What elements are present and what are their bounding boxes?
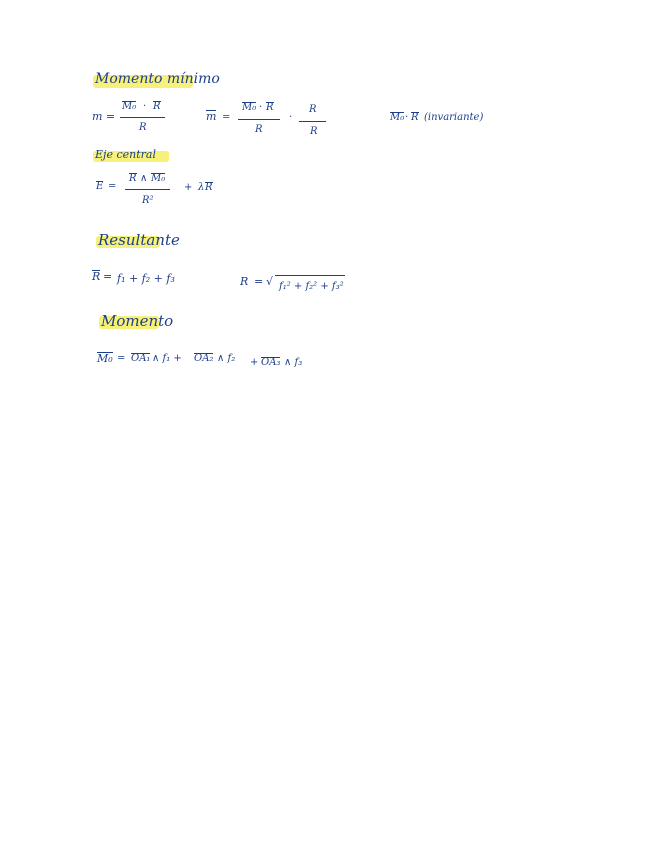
- eq-res-eq: =: [103, 270, 113, 283]
- eq-m-num-a: M₀: [122, 101, 137, 112]
- eq-eje-fraction-bar: [125, 189, 170, 190]
- eq-eje-eq: =: [108, 181, 117, 192]
- invariante-label: (invariante): [424, 112, 484, 123]
- eq-mom-w3: ∧ f₃: [284, 357, 303, 368]
- eq-mom-lhs: M₀: [97, 352, 113, 365]
- eq-mod-eq: =: [254, 275, 264, 288]
- eq-res-terms: f₁ + f₂ + f₃: [117, 272, 175, 285]
- eq-eje-lhs: E: [96, 181, 104, 192]
- eq-mom-t3: OA₃: [261, 357, 281, 368]
- eq-m-num-b: R: [153, 101, 161, 112]
- eq-eje-num-a: R: [129, 173, 137, 184]
- eq-eje-R: R: [205, 182, 213, 193]
- eq-m-fraction-bar: [120, 117, 165, 118]
- eq-eje-den: R²: [142, 195, 154, 206]
- heading-resultante: Resultante: [98, 231, 180, 249]
- eq-m-den: R: [139, 122, 147, 133]
- eq-mvec-fraction-bar-2: [299, 121, 326, 122]
- eq-mvec-fraction-bar-1: [238, 119, 280, 120]
- eq-eje-plus: +: [184, 182, 193, 193]
- heading-eje-central: Eje central: [95, 148, 156, 161]
- eq-mvec-num-b: R: [266, 102, 274, 113]
- eq-mod-sqrt-bar: [275, 275, 345, 276]
- eq-mvec-den: R: [255, 124, 263, 135]
- eq-mod-radicand: f₁² + f₂² + f₃²: [279, 281, 344, 292]
- eq-eje-wedge: ∧: [140, 173, 148, 184]
- invariante-a: M₀: [390, 112, 405, 123]
- eq-mom-t2: OA₂: [194, 353, 214, 364]
- eq-mom-w1: ∧ f₁ +: [152, 353, 182, 364]
- invariante-dot: ·: [405, 112, 409, 123]
- eq-eje-num-b: M₀: [151, 173, 166, 184]
- eq-mom-w2: ∧ f₂: [217, 353, 236, 364]
- eq-mod-sqrt-sign: √: [266, 275, 274, 288]
- eq-m-dot: ·: [143, 101, 147, 112]
- eq-mvec-lhs: m: [206, 110, 217, 123]
- eq-eje-lambda: λ: [198, 182, 205, 193]
- eq-mvec-num-a: M₀: [242, 102, 257, 113]
- eq-m-lhs: m =: [92, 110, 116, 123]
- heading-momento-minimo: Momento mínimo: [95, 71, 220, 87]
- heading-momento: Momento: [101, 312, 174, 330]
- eq-mom-plus: +: [250, 357, 259, 368]
- eq-mvec-dot2: ·: [289, 112, 293, 123]
- eq-mvec-eq: =: [222, 112, 231, 123]
- eq-mom-t1: OA₁: [131, 353, 151, 364]
- eq-res-lhs: R: [92, 270, 101, 283]
- eq-mom-eq: =: [117, 353, 126, 364]
- eq-mod-lhs: R: [240, 275, 249, 288]
- eq-mvec-dot1: ·: [259, 102, 263, 113]
- eq-mvec-den2: R: [310, 126, 318, 137]
- eq-mvec-num-c: R: [309, 104, 317, 115]
- invariante-b: R: [411, 112, 419, 123]
